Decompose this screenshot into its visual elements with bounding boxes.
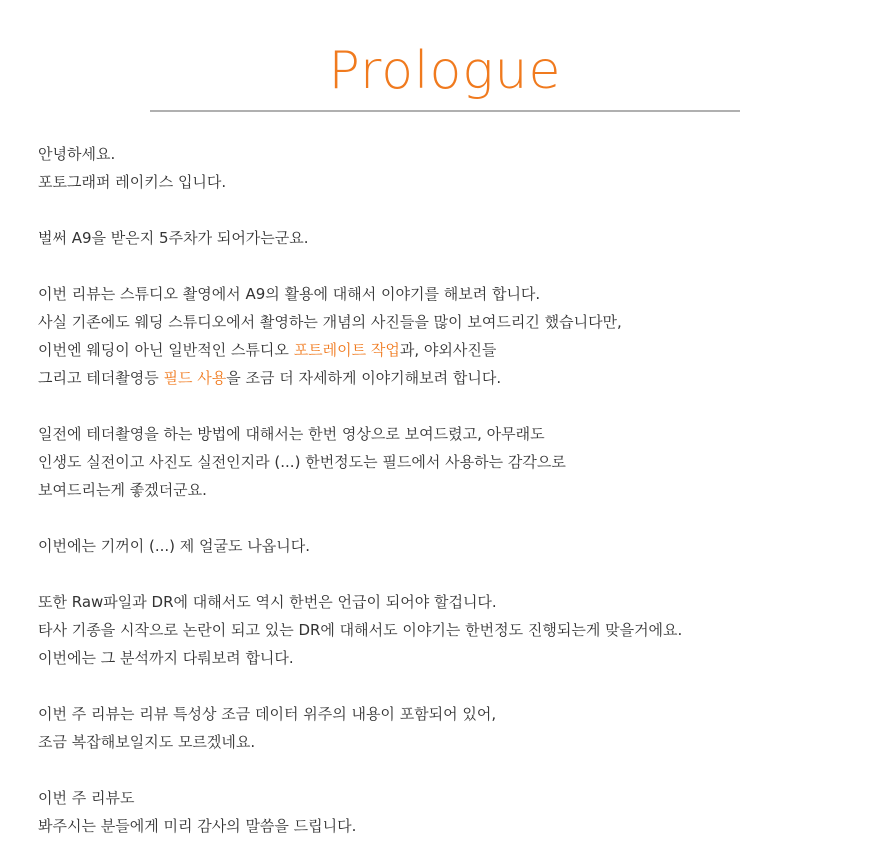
line-text: 그리고 테더촬영등 bbox=[38, 369, 164, 387]
paragraph-spacer bbox=[38, 252, 858, 280]
paragraph-line: 이번에는 기꺼이 (...) 제 얼굴도 나옵니다. bbox=[38, 537, 310, 555]
paragraph-line: 이번에는 그 분석까지 다뤄보려 합니다. bbox=[38, 649, 294, 667]
paragraph-line: 일전에 테더촬영을 하는 방법에 대해서는 한번 영상으로 보여드렸고, 아무래도 bbox=[38, 425, 545, 443]
paragraph-spacer bbox=[38, 756, 858, 784]
paragraph-line: 또한 Raw파일과 DR에 대해서도 역시 한번은 언급이 되어야 할겁니다. bbox=[38, 593, 497, 611]
paragraph-spacer bbox=[38, 392, 858, 420]
line-text: 을 조금 더 자세하게 이야기해보려 합니다. bbox=[226, 369, 502, 387]
paragraph-line: 포토그래퍼 레이키스 입니다. bbox=[38, 173, 227, 191]
paragraph-line: 벌써 A9을 받은지 5주차가 되어가는군요. bbox=[38, 229, 309, 247]
article-body bbox=[38, 140, 858, 840]
paragraph-spacer bbox=[38, 196, 858, 224]
heading-divider bbox=[150, 110, 740, 112]
paragraph-line: 사실 기존에도 웨딩 스튜디오에서 촬영하는 개념의 사진들을 많이 보여드리긴 했습니다만, bbox=[38, 313, 622, 331]
line-text: 이번엔 웨딩이 아닌 일반적인 스튜디오 bbox=[38, 341, 294, 359]
highlight-portrait-work: 포트레이트 작업 bbox=[293, 341, 400, 359]
paragraph-line: 이번 주 리뷰는 리뷰 특성상 조금 데이터 위주의 내용이 포함되어 있어, bbox=[38, 705, 497, 723]
highlight-field-use: 필드 사용 bbox=[163, 369, 227, 387]
paragraph-line bbox=[38, 364, 858, 392]
line-text: 과, 야외사진들 bbox=[399, 341, 497, 359]
prologue-heading: Prologue bbox=[328, 41, 562, 101]
paragraph-line: 조금 복잡해보일지도 모르겠네요. bbox=[38, 733, 256, 751]
paragraph-line: 보여드리는게 좋겠더군요. bbox=[38, 481, 207, 499]
paragraph-line: 인생도 실전이고 사진도 실전인지라 (...) 한번정도는 필드에서 사용하는 감각으로 bbox=[38, 453, 566, 471]
paragraph-line: 타사 기종을 시작으로 논란이 되고 있는 DR에 대해서도 이야기는 한번정도 진행되는게 맞을거에요. bbox=[38, 621, 683, 639]
paragraph-line: 이번 주 리뷰도 bbox=[38, 789, 135, 807]
paragraph-line: 이번 리뷰는 스튜디오 촬영에서 A9의 활용에 대해서 이야기를 해보려 합니다. bbox=[38, 285, 541, 303]
paragraph-line: 봐주시는 분들에게 미리 감사의 말씀을 드립니다. bbox=[38, 817, 357, 835]
paragraph-spacer bbox=[38, 672, 858, 700]
paragraph-line bbox=[38, 336, 858, 364]
paragraph-spacer bbox=[38, 504, 858, 532]
paragraph-spacer bbox=[38, 560, 858, 588]
paragraph-line: 안녕하세요. bbox=[38, 145, 116, 163]
